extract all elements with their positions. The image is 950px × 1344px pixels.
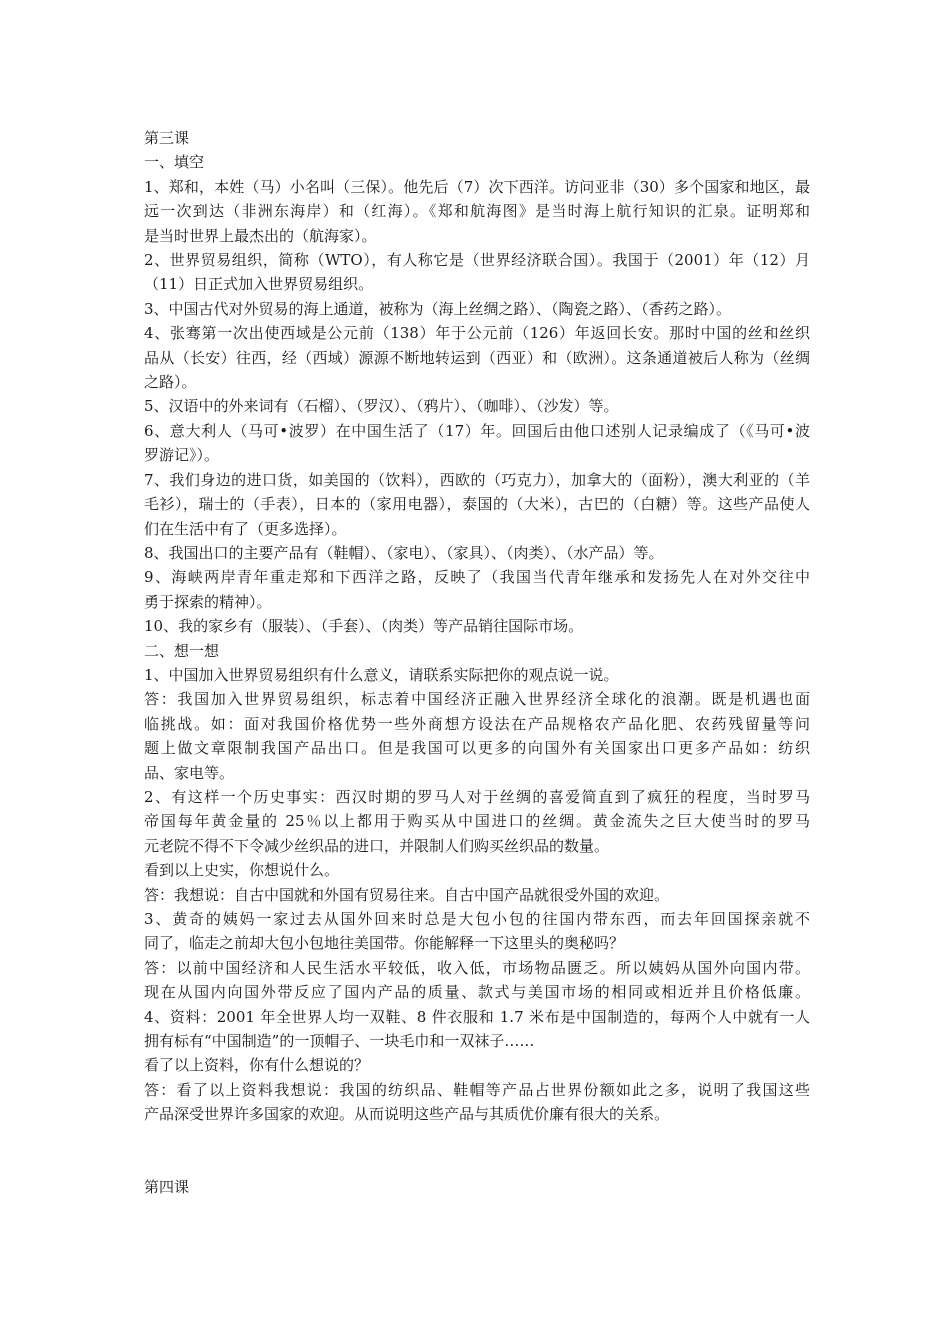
q8-line-1: 8、我国出口的主要产品有（鞋帽）、（家电）、（家具）、（肉类）、（水产品）等。 bbox=[144, 543, 664, 562]
q1-line-3: 是当时世界上最杰出的（航海家）。 bbox=[144, 226, 377, 245]
q4-line-1: 4、张骞第一次出使西域是公元前（138）年于公元前（126）年返回长安。那时中国的丝和丝织 bbox=[144, 324, 810, 343]
q1-line-2: 远一次到达（非洲东海岸）和（红海）。《郑和航海图》是当时海上航行知识的汇泉。证明郑和 bbox=[144, 202, 810, 221]
t1-line-4: 题上做文章限制我国产品出口。但是我国可以更多的向国外有关国家出口更多产品如：纺织 bbox=[144, 739, 810, 758]
section1-title: 一、填空 bbox=[144, 153, 205, 172]
t3-line-3: 答：以前中国经济和人民生活水平较低，收入低，市场物品匮乏。所以姨妈从国外向国内带。 bbox=[144, 958, 810, 977]
section2-title: 二、想一想 bbox=[144, 641, 220, 660]
q7-line-2: 毛衫），瑞士的（手表），日本的（家用电器），泰国的（大米），古巴的（白糖）等。这些产品使人 bbox=[144, 495, 810, 514]
t1-line-2: 答：我国加入世界贸易组织，标志着中国经济正融入世界经济全球化的浪潮。既是机遇也面 bbox=[144, 690, 810, 709]
t3-line-2: 同了，临走之前却大包小包地往美国带。你能解释一下这里头的奥秘吗？ bbox=[144, 934, 625, 953]
t2-line-1: 2、有这样一个历史事实：西汉时期的罗马人对于丝绸的喜爱简直到了疯狂的程度，当时罗马 bbox=[144, 787, 810, 806]
q6-line-1: 6、意大利人（马可•波罗）在中国生活了（17）年。回国后由他口述别人记录编成了（《马可•波 bbox=[144, 421, 810, 440]
q5-line-1: 5、汉语中的外来词有（石榴）、（罗汉）、（鸦片）、（咖啡）、（沙发）等。 bbox=[144, 397, 619, 416]
t1-line-1: 1、中国加入世界贸易组织有什么意义，请联系实际把你的观点说一说。 bbox=[144, 665, 619, 684]
t2-line-3: 元老院不得不下令减少丝织品的进口，并限制人们购买丝织品的数量。 bbox=[144, 836, 610, 855]
q9-line-2: 勇于探索的精神）。 bbox=[144, 592, 272, 611]
q1-line-1: 1、郑和，本姓（马）小名叫（三保）。他先后（7）次下西洋。访问亚非（30）多个国家和地区，最 bbox=[144, 177, 810, 196]
t3-line-4: 现在从国内向国外带反应了国内产品的质量、款式与美国市场的相同或相近并且价格低廉。 bbox=[144, 983, 810, 1002]
t2-line-2: 帝国每年黄金量的 25％以上都用于购买从中国进口的丝绸。黄金流失之巨大使当时的罗马 bbox=[144, 812, 810, 831]
lesson3-title: 第三课 bbox=[144, 129, 190, 147]
t4-line-5: 产品深受世界许多国家的欢迎。从而说明这些产品与其质优价廉有很大的关系。 bbox=[144, 1105, 670, 1124]
t1-line-5: 品、家电等。 bbox=[144, 763, 235, 782]
q2-line-2: （11）日正式加入世界贸易组织。 bbox=[144, 275, 374, 294]
q4-line-3: 之路）。 bbox=[144, 373, 197, 392]
t2-line-4: 看到以上史实，你想说什么。 bbox=[144, 861, 340, 880]
t4-line-3: 看了以上资料，你有什么想说的？ bbox=[144, 1056, 370, 1075]
t2-line-5: 答：我想说：自古中国就和外国有贸易往来。自古中国产品就很受外国的欢迎。 bbox=[144, 885, 670, 904]
q7-line-1: 7、我们身边的进口货，如美国的（饮料），西欧的（巧克力），加拿大的（面粉），澳大利亚的（羊 bbox=[144, 470, 810, 489]
t3-line-1: 3、黄奇的姨妈一家过去从国外回来时总是大包小包的往国内带东西，而去年回国探亲就不 bbox=[144, 910, 810, 928]
t1-line-3: 临挑战。如：面对我国价格优势一些外商想方设法在产品规格农产品化肥、农药残留量等问 bbox=[144, 714, 810, 733]
t4-line-2: 拥有标有“中国制造”的一顶帽子、一块毛巾和一双袜子…… bbox=[144, 1032, 535, 1051]
section-spacer bbox=[144, 1127, 810, 1175]
q7-line-3: 们在生活中有了（更多选择）。 bbox=[144, 519, 347, 538]
q10-line-1: 10、我的家乡有（服装）、（手套）、（肉类）等产品销往国际市场。 bbox=[144, 617, 584, 636]
t4-line-1: 4、资料：2001 年全世界人均一双鞋、8 件衣服和 1.7 米布是中国制造的，每两个人中就有一人 bbox=[144, 1007, 810, 1026]
t4-line-4: 答：看了以上资料我想说：我国的纺织品、鞋帽等产品占世界份额如此之多，说明了我国这些 bbox=[144, 1080, 810, 1099]
q9-line-1: 9、海峡两岸青年重走郑和下西洋之路，反映了（我国当代青年继承和发扬先人在对外交往中 bbox=[144, 568, 810, 587]
q2-line-1: 2、世界贸易组织，简称（WTO），有人称它是（世界经济联合国）。我国于（2001）年（12）月 bbox=[144, 251, 810, 270]
q4-line-2: 品从（长安）往西，经（西域）源源不断地转运到（西亚）和（欧洲）。这条通道被后人称为（丝绸 bbox=[144, 348, 810, 367]
lesson4-title: 第四课 bbox=[144, 1177, 190, 1196]
q3-line-1: 3、中国古代对外贸易的海上通道，被称为（海上丝绸之路）、（陶瓷之路）、（香药之路）。 bbox=[144, 299, 732, 318]
q6-line-2: 罗游记》）。 bbox=[144, 446, 220, 465]
document-page bbox=[144, 126, 810, 1199]
